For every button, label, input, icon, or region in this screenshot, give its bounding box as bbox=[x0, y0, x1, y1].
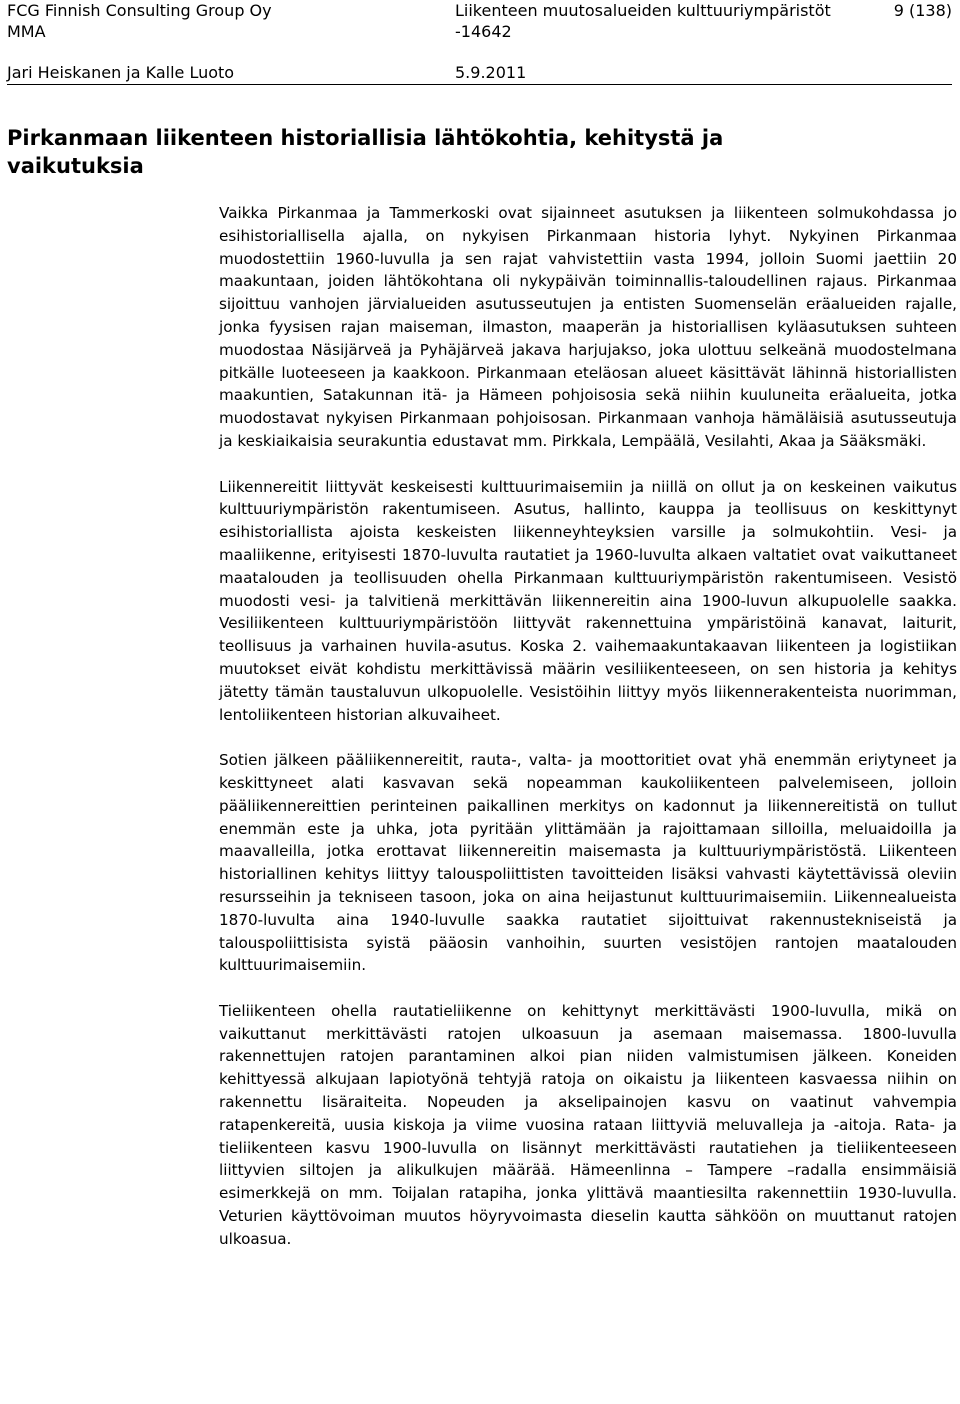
company-name: FCG Finnish Consulting Group Oy bbox=[7, 1, 272, 20]
paragraph-4: Tieliikenteen ohella rautatieliikenne on kehittynyt merkittävästi 1900-luvulla, mikä on vaikuttanut merkittävästi ratojen ulkoasuun ja asemaan maisemassa. 1800-luvulla rakennettujen ratojen parantaminen alkoi pian niiden valmistumisen jälkeen. Koneiden kehittyessä alkujaan lapiotyönä tehtyjä ratoja on oikaistu ja liikenteen kasvaessa niihin on rakennettu lisäraiteita. Nopeuden ja akselipainojen kasvu on vaatinut vahvempia ratapenkereitä, uusia kiskoja ja viime vuosina rataan liittyviä meluvalleja ja -aitoja. Rata- ja tieliikenteen kasvu 1900-luvulla on lisännyt merkittävästi rautatiehen ja tieliikenteeseen liittyvien siltojen ja alikulkujen määrää. Hämeenlinna – Tampere –radalla ensimmäisiä esimerkkejä on mm. Toijalan ratapiha, jonka ylittävä maantiesilta rakennettiin 1930-luvulla. Veturien käyttövoiman muutos höyryvoimasta dieselin kautta sähköön on muuttanut ratojen ulkoasua. bbox=[219, 1001, 957, 1248]
section-title: Pirkanmaan liikenteen historiallisia lähtökohtia, kehitystä ja vaikutuksia bbox=[7, 126, 724, 178]
body-text bbox=[219, 202, 957, 1273]
authors: Jari Heiskanen ja Kalle Luoto bbox=[7, 63, 235, 82]
company-block bbox=[7, 0, 272, 42]
document-title: Liikenteen muutosalueiden kulttuuriympäristöt bbox=[455, 1, 831, 20]
document-date: 5.9.2011 bbox=[455, 63, 527, 82]
header-divider bbox=[7, 84, 952, 85]
paragraph-2: Liikennereitit liittyvät keskeisesti kulttuurimaisemiin ja niillä on ollut ja on keskeinen vaikutus kulttuuriympäristön rakentumiseen. Asutus, hallinto, kauppa ja teollisuus on keskittynyt esihistoriallista ajoista keskeisten liikenneyhteyksien varsille ja solmukohtiin. Vesi- ja maaliikenne, erityisesti 1870-luvulta rautatiet ja 1960-luvulta alkaen valtatiet ovat vaikuttaneet maatalouden ja teollisuuden ohella Pirkanmaan kulttuuriympäristön rakentumiseen. Vesistö muodosti vesi- ja talvitienä merkittävän liikennereitin aina 1900-luvun alkupuolelle saakka. Vesiliikenteen kulttuuriympäristöön liittyvät rakennettuina ympäristöinä kanavat, laiturit, teollisuus ja varhainen huvila-asutus. Koska 2. vaihemaakuntakaavan liikenteen ja logistiikan muutokset eivät kohdistu merkittävissä määrin vesiliikenteeseen, on sen historia ja kehitys jätetty tämän taustaluvun ulkopuolelle. Vesistöihin liittyy myös liikennerakenteista nuorimman, lentoliikenteen historian alkuvaiheet. bbox=[219, 477, 957, 724]
document-title-block bbox=[455, 0, 831, 42]
company-unit: MMA bbox=[7, 22, 46, 41]
paragraph-1: Vaikka Pirkanmaa ja Tammerkoski ovat sijainneet asutuksen ja liikenteen solmukohdassa jo esihistoriallisella ajalla, on nykyisen Pirkanmaan historia lyhyt. Nykyinen Pirkanmaa muodostettiin 1960-luvulla ja sen rajat vahvistettiin vasta 1994, jolloin Suomi jaettiin 20 maakuntaan, joiden lähtökohtana oli nykypäivän toiminnallis-taloudellinen rajaus. Pirkanmaa sijoittuu vanhojen järvialueiden asutusseutujen ja entisten Suomenselän eräalueiden rajalle, jonka fyysisen rajan maiseman, ilmaston, maaperän ja historiallisen kyläasutuksen suhteen muodostaa Näsijärveä ja Pyhäjärveä jakava harjujakso, joka ulottuu selkeänä muodostelmana pitkälle luoteeseen ja kaakkoon. Pirkanmaan eteläosan alueet käsittävät lähinnä historiallisten maakuntien, Satakunnan itä- ja Hämeen pohjoisosia sekä niihin kuuluneita eräalueita, jotka muodostavat nykyisen Pirkanmaan pohjoisosan. Pirkanmaan vanhoja hämäläisiä asutusseutuja ja keskiaikaisia seurakuntia edustavat mm. Pirkkala, Lempäälä, Vesilahti, Akaa ja Sääksmäki. bbox=[219, 204, 957, 450]
page-header bbox=[7, 0, 952, 80]
document-number: -14642 bbox=[455, 22, 512, 41]
paragraph-3: Sotien jälkeen pääliikennereitit, rauta-, valta- ja moottoritiet ovat yhä enemmän eriytyneet ja keskittyneet alati kasvavan sekä nopeamman kaukoliikenteen palvelemiseen, jolloin pääliikennereittien perinteinen paikallinen merkitys on kadonnut ja liikennereitistä on tullut enemmän este ja uhka, jota pyritään ylittämään ja rajoittamaan silloilla, meluaidoilla ja maavalleilla, jotka erottavat liikennereitin maisemasta ja kulttuuriympäristöstä. Liikenteen historiallinen kehitys liittyy talouspoliittisten tavoitteiden lisäksi vahvasti käytettävissä oleviin resursseihin ja tekniseen tasoon, joka on aina heijastunut kulttuurimaisemiin. Liikennealueista 1870-luvulta aina 1940-luvulle saakka rautatiet sijoittuivat rakennustekniseistä ja talouspoliittisista syistä pääosin vanhoihin, suurten vesistöjen rantojen maatalouden kulttuurimaisemiin. bbox=[219, 751, 957, 975]
page-number: 9 (138) bbox=[893, 1, 952, 20]
